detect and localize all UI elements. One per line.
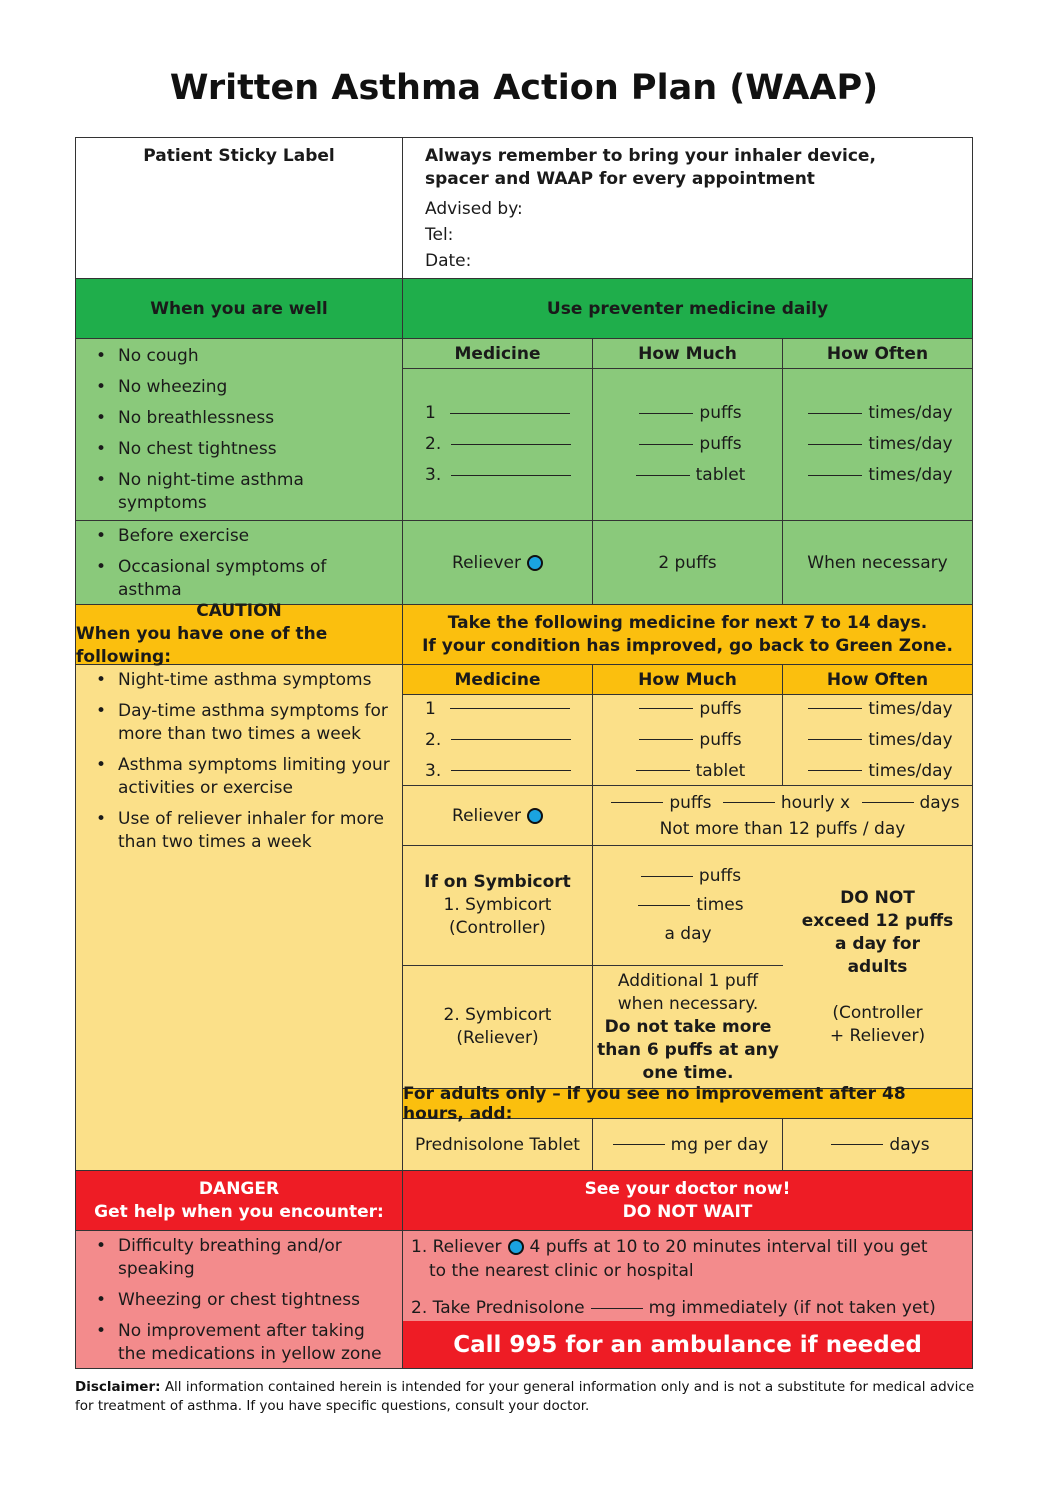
medicine-entry-1[interactable]: 1 bbox=[425, 398, 576, 429]
caution-subtitle: When you have one of the following: bbox=[76, 624, 328, 667]
red-step-1-cont: to the nearest clinic or hospital bbox=[429, 1261, 694, 1281]
symbicort-warning-3: one time. bbox=[642, 1062, 734, 1083]
date-field[interactable]: Date: bbox=[425, 251, 472, 271]
amount-entry-1[interactable]: puffs bbox=[633, 398, 741, 429]
patient-sticky-label: Patient Sticky Label bbox=[143, 146, 335, 166]
medicine-entry-3[interactable]: 3. bbox=[425, 756, 577, 787]
red-instruction-1: See your doctor now! bbox=[584, 1178, 791, 1199]
do-not-exceed-2: exceed 12 puffs bbox=[801, 910, 954, 931]
page-title: Written Asthma Action Plan (WAAP) bbox=[169, 68, 879, 108]
reliever-dot-icon bbox=[527, 555, 543, 571]
green-zone-reliever-row bbox=[76, 521, 972, 605]
reliever-limit: Not more than 12 puffs / day bbox=[659, 818, 906, 839]
reliever-label: Reliever bbox=[452, 552, 521, 573]
green-zone-title: When you are well bbox=[76, 279, 403, 338]
disclaimer bbox=[75, 1378, 975, 1416]
symbicort-reliever-1: 2. Symbicort bbox=[443, 1005, 552, 1025]
amount-entry-2[interactable]: puffs bbox=[633, 725, 741, 756]
call-ambulance-banner: Call 995 for an ambulance if needed bbox=[403, 1321, 972, 1368]
reliever-dot-icon bbox=[508, 1239, 524, 1255]
list-item: • Night-time asthma symptoms bbox=[118, 669, 394, 692]
do-not-exceed-6: + Reliever) bbox=[829, 1025, 926, 1046]
list-item: • Asthma symptoms limiting your activities or exercise bbox=[118, 754, 394, 800]
reminder-line-1: Always remember to bring your inhaler device, bbox=[425, 146, 876, 166]
list-item: • Difficulty breathing and/or speaking bbox=[118, 1235, 394, 1281]
list-item: • Day-time asthma symptoms for more than two times a week bbox=[118, 700, 394, 746]
reliever-frequency: When necessary bbox=[807, 552, 948, 573]
column-header-medicine: Medicine bbox=[403, 339, 593, 368]
prednisolone-mg-entry[interactable]: mg per day bbox=[593, 1119, 783, 1170]
symbicort-warning-2: than 6 puffs at any bbox=[597, 1039, 779, 1060]
adults-only-note: For adults only – if you see no improvement after 48 hours, add: bbox=[403, 1083, 906, 1124]
amount-entry-1[interactable]: puffs bbox=[633, 694, 741, 725]
symbicort-additional-2: when necessary. bbox=[617, 993, 759, 1014]
disclaimer-label: Disclaimer: bbox=[75, 1379, 161, 1395]
frequency-entry-1[interactable]: times/day bbox=[802, 694, 952, 725]
reminder-line-2: spacer and WAAP for every appointment bbox=[425, 169, 815, 189]
frequency-entry-3[interactable]: times/day bbox=[802, 460, 952, 491]
medicine-entry-2[interactable]: 2. bbox=[425, 725, 577, 756]
reliever-dosage-entry[interactable]: puffs hourly x days bbox=[605, 790, 959, 816]
symbicort-times-entry[interactable]: times bbox=[632, 891, 743, 920]
reliever-dot-icon bbox=[527, 808, 543, 824]
column-header-how-often: How Often bbox=[826, 669, 929, 690]
yellow-zone-body bbox=[76, 665, 972, 1171]
amount-entry-3[interactable]: tablet bbox=[630, 756, 746, 787]
column-header-how-often: How Often bbox=[826, 343, 929, 364]
amount-entry-3[interactable]: tablet bbox=[630, 460, 746, 491]
symbicort-controller-2: (Controller) bbox=[449, 918, 546, 938]
disclaimer-text: All information contained herein is intended for your general information only and is not a substitute for medical advice for treatment of asthma. If you have specific questions, consult your doctor. bbox=[75, 1379, 975, 1414]
do-not-exceed-1: DO NOT bbox=[840, 887, 915, 908]
list-item: • No cough bbox=[118, 345, 394, 368]
frequency-entry-2[interactable]: times/day bbox=[802, 429, 952, 460]
list-item: • No chest tightness bbox=[118, 438, 394, 461]
yellow-instruction-1: Take the following medicine for next 7 to 14 days. bbox=[447, 612, 928, 633]
list-item: • No wheezing bbox=[118, 376, 394, 399]
caution-title: CAUTION bbox=[196, 601, 282, 621]
green-zone-heading bbox=[76, 279, 972, 339]
list-item: • No improvement after taking the medications in yellow zone bbox=[118, 1320, 394, 1366]
medicine-entry-3[interactable]: 3. bbox=[425, 460, 577, 491]
tel-field[interactable]: Tel: bbox=[425, 225, 454, 245]
symbicort-additional-1: Additional 1 puff bbox=[617, 970, 759, 991]
symbicort-puffs-entry[interactable]: puffs bbox=[635, 862, 741, 891]
red-zone-body bbox=[76, 1231, 972, 1368]
do-not-exceed-3: a day for bbox=[835, 933, 920, 954]
symbicort-title: If on Symbicort bbox=[424, 872, 571, 892]
symbicort-warning-1: Do not take more bbox=[604, 1016, 772, 1037]
green-zone-instruction: Use preventer medicine daily bbox=[546, 298, 829, 319]
symbicort-controller-1: 1. Symbicort bbox=[443, 895, 552, 915]
reliever-amount: 2 puffs bbox=[593, 521, 783, 604]
prednisolone-label: Prednisolone Tablet bbox=[403, 1119, 593, 1170]
list-item: • Wheezing or chest tightness bbox=[118, 1289, 394, 1312]
column-header-how-much: How Much bbox=[593, 339, 783, 368]
advised-by-field[interactable]: Advised by: bbox=[425, 199, 523, 219]
list-item: • Use of reliever inhaler for more than two times a week bbox=[118, 808, 394, 854]
frequency-entry-3[interactable]: times/day bbox=[802, 756, 952, 787]
green-zone-medicine-row bbox=[76, 339, 972, 521]
medicine-entry-2[interactable]: 2. bbox=[425, 429, 577, 460]
red-instruction-2: DO NOT WAIT bbox=[622, 1201, 753, 1222]
do-not-exceed-4: adults bbox=[847, 956, 908, 977]
danger-title: DANGER bbox=[198, 1178, 280, 1199]
list-item: • Occasional symptoms of asthma bbox=[118, 556, 394, 602]
list-item: • No breathlessness bbox=[118, 407, 394, 430]
column-header-how-much: How Much bbox=[593, 665, 783, 694]
symbicort-reliever-2: (Reliever) bbox=[456, 1028, 539, 1048]
amount-entry-2[interactable]: puffs bbox=[633, 429, 741, 460]
frequency-entry-2[interactable]: times/day bbox=[802, 725, 952, 756]
frequency-entry-1[interactable]: times/day bbox=[802, 398, 952, 429]
symbicort-a-day: a day bbox=[664, 924, 712, 944]
action-plan-table bbox=[75, 137, 973, 1369]
red-zone-heading bbox=[76, 1171, 972, 1231]
yellow-instruction-2: If your condition has improved, go back to Green Zone. bbox=[422, 635, 953, 656]
list-item: • Before exercise bbox=[118, 525, 394, 548]
red-step-1: 1. Reliever 4 puffs at 10 to 20 minutes interval till you get bbox=[411, 1237, 928, 1257]
prednisolone-days-entry[interactable]: days bbox=[783, 1119, 972, 1170]
red-step-2[interactable]: 2. Take Prednisolone mg immediately (if not taken yet) bbox=[411, 1298, 936, 1318]
list-item: • No night-time asthma symptoms bbox=[118, 469, 394, 515]
header-row bbox=[76, 138, 972, 279]
do-not-exceed-5: (Controller bbox=[832, 1002, 923, 1023]
reliever-label: Reliever bbox=[452, 805, 521, 826]
medicine-entry-1[interactable]: 1 bbox=[425, 694, 576, 725]
danger-subtitle: Get help when you encounter: bbox=[94, 1201, 384, 1222]
column-header-medicine: Medicine bbox=[403, 665, 593, 694]
yellow-zone-heading bbox=[76, 601, 972, 667]
